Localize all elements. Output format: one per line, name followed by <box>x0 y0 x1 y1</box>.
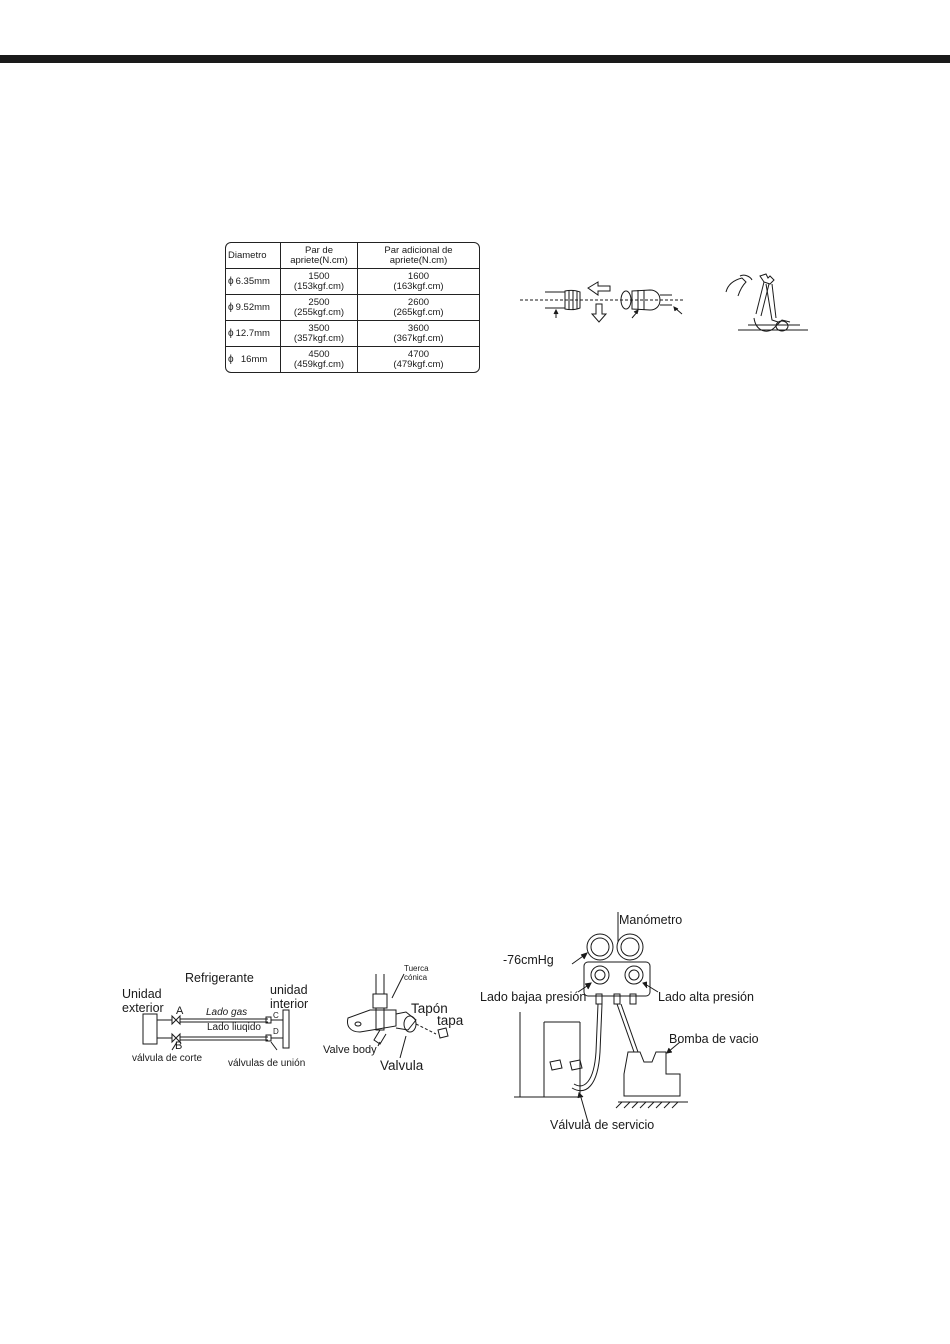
vacuum-gauge-diagram <box>510 912 690 1122</box>
torque-value: 3500 <box>308 322 330 334</box>
diameter-cell <box>226 321 281 347</box>
outdoor-unit-label: Unidad exterior <box>122 987 164 1015</box>
diameter-value: 9.52mm <box>235 301 270 313</box>
additional-value: 1600 <box>407 270 430 282</box>
diameter-cell <box>226 347 281 373</box>
valve-label: Valvula <box>380 1058 424 1073</box>
gas-side-label: Lado gas <box>206 1007 248 1018</box>
torque-cell <box>281 269 358 295</box>
valve-b-label: B <box>175 1040 183 1052</box>
valve-body-label: Valve body <box>323 1044 377 1056</box>
additional-kgf: (163kgf.cm) <box>393 280 444 292</box>
torque-table <box>225 242 480 373</box>
diameter-value: 16mm <box>240 353 268 365</box>
service-valve-label: Válvula de servicio <box>550 1118 655 1132</box>
header-additional-torque: Par adicional de apriete(N.cm) <box>358 243 480 269</box>
torque-kgf: (357kgf.cm) <box>293 332 345 344</box>
header-torque: Par de apriete(N.cm) <box>281 243 358 269</box>
additional-kgf: (479kgf.cm) <box>393 358 444 370</box>
refrigerant-label: Refrigerante <box>185 971 254 985</box>
flare-connection-diagram <box>520 278 690 328</box>
table-row <box>226 295 479 321</box>
diameter-cell <box>226 295 281 321</box>
diameter-symbol: ϕ <box>228 327 234 339</box>
diameter-value: 6.35mm <box>235 275 270 287</box>
liquid-side-label: Lado liuqido <box>207 1022 261 1033</box>
table-row <box>226 269 479 295</box>
vacuum-pump-label: Bomba de vacio <box>669 1032 759 1046</box>
port-c-label: C <box>273 1011 279 1020</box>
flare-nut-label: Tuerca cónica <box>404 964 429 982</box>
header-diameter: Diametro <box>226 243 281 269</box>
diameter-symbol: ϕ <box>228 275 234 287</box>
additional-kgf: (265kgf.cm) <box>393 306 444 318</box>
torque-kgf: (153kgf.cm) <box>293 280 345 292</box>
additional-kgf: (367kgf.cm) <box>393 332 444 344</box>
port-d-label: D <box>273 1027 279 1036</box>
additional-value: 2600 <box>407 296 430 308</box>
torque-cell <box>281 321 358 347</box>
diameter-cell <box>226 269 281 295</box>
additional-cell <box>358 295 480 321</box>
diameter-value: 12.7mm <box>235 327 270 339</box>
table-header-row <box>226 243 479 269</box>
diameter-symbol: ϕ <box>228 301 234 313</box>
torque-value: 1500 <box>308 270 330 282</box>
wrench-tightening-diagram <box>720 270 815 340</box>
diameter-symbol: ϕ <box>228 353 234 365</box>
valve-a-label: A <box>176 1005 184 1017</box>
table-row <box>226 347 479 373</box>
union-valves-label: válvulas de unión <box>228 1058 306 1069</box>
cap-label: tapa <box>437 1013 464 1028</box>
torque-value: 2500 <box>308 296 330 308</box>
additional-cell <box>358 269 480 295</box>
plug-label: Tapón <box>411 1001 448 1016</box>
vacuum-reading-label: -76cmHg <box>503 953 554 967</box>
additional-cell <box>358 321 480 347</box>
additional-cell <box>358 347 480 373</box>
torque-kgf: (459kgf.cm) <box>293 358 345 370</box>
manometer-label: Manómetro <box>619 913 683 927</box>
additional-value: 3600 <box>407 322 430 334</box>
high-pressure-label: Lado alta presión <box>658 990 754 1004</box>
shutoff-valve-label: válvula de corte <box>132 1053 203 1064</box>
torque-cell <box>281 347 358 373</box>
low-pressure-label: Lado bajaa presión <box>480 990 587 1004</box>
table-row <box>226 321 479 347</box>
additional-value: 4700 <box>407 348 430 360</box>
header-bar <box>0 55 950 63</box>
indoor-unit-label: unidad interior <box>270 983 309 1011</box>
torque-kgf: (255kgf.cm) <box>293 306 345 318</box>
torque-value: 4500 <box>308 348 330 360</box>
torque-cell <box>281 295 358 321</box>
